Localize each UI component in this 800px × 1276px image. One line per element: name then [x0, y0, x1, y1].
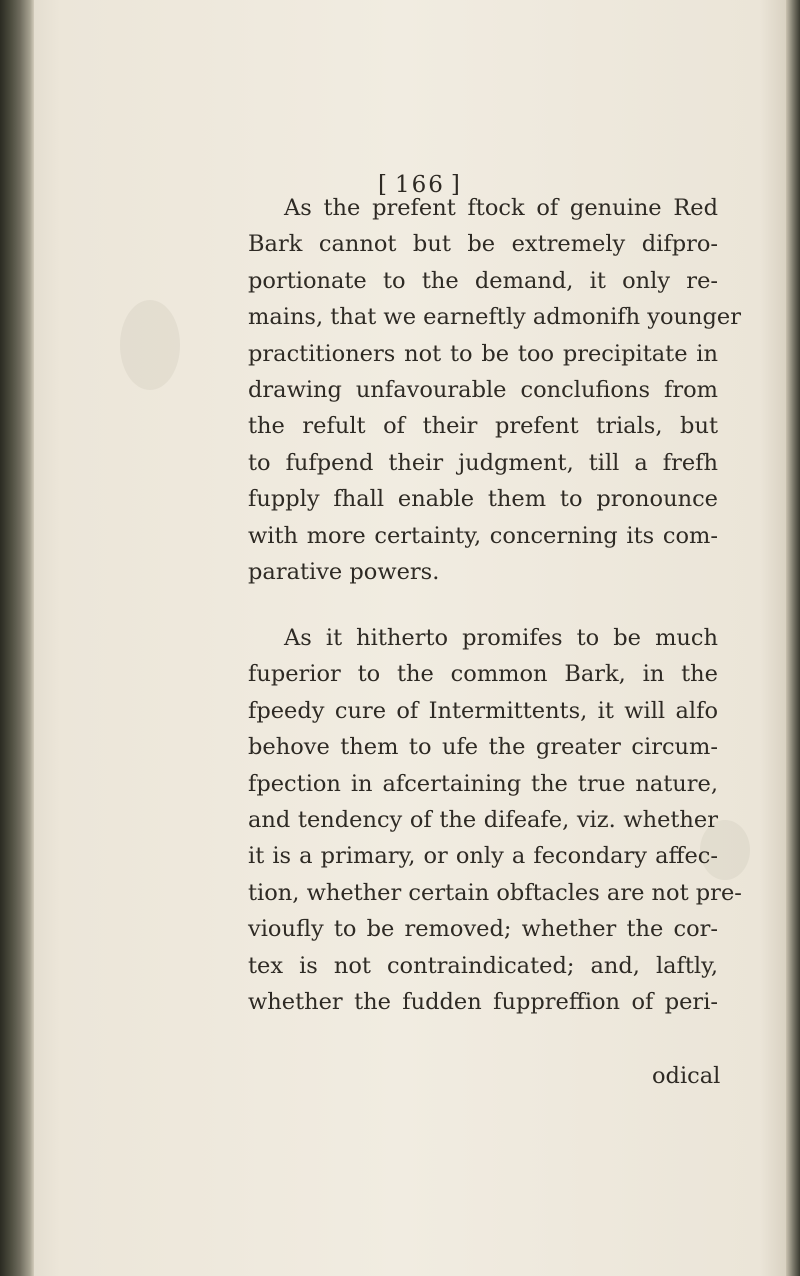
paragraph-2: [248, 620, 742, 1020]
text-line: with more certainty, concerning its com-: [248, 522, 718, 549]
text-line: fuperior to the common Bark, in the: [248, 661, 718, 688]
text-line: portionate to the demand, it only re-: [248, 267, 718, 294]
text-line: Bark cannot but be extremely difpro-: [248, 231, 718, 258]
text-line: tex is not contraindicated; and, laftly,: [248, 952, 718, 979]
header-close-bracket: ]: [450, 172, 462, 198]
text-line: whether the fudden fuppreffion of peri-: [248, 989, 718, 1016]
paper-stain: [120, 300, 180, 390]
text-line: behove them to ufe the greater circum-: [248, 734, 718, 761]
text-line: tion, whether certain obftacles are not pre-: [248, 879, 742, 906]
text-line: it is a primary, or only a fecondary affec-: [248, 843, 718, 870]
text-line: parative powers.: [248, 559, 440, 586]
text-line: fpeedy cure of Intermittents, it will alfo: [248, 697, 718, 724]
text-line: vioufly to be removed; whether the cor-: [248, 916, 718, 943]
text-line: and tendency of the difeafe, viz. whether: [248, 807, 718, 834]
text-line: to fufpend their judgment, till a frefh: [248, 449, 718, 476]
text-line: fupply fhall enable them to pronounce: [248, 486, 718, 513]
text-line: mains, that we earneftly admonifh younger: [248, 304, 741, 331]
text-line: As the prefent ftock of genuine Red: [284, 195, 718, 221]
paragraph-1: [248, 190, 741, 590]
catchword: odical: [652, 1063, 721, 1089]
text-line: fpection in afcertaining the true nature,: [248, 770, 718, 797]
right-page-edge: [786, 0, 800, 1276]
header-open-bracket: [: [378, 172, 389, 198]
page-number: 166: [394, 172, 445, 198]
text-line: practitioners not to be too precipitate in: [248, 340, 718, 367]
left-binding-edge: [0, 0, 34, 1276]
text-line: As it hitherto promifes to be much: [284, 625, 718, 651]
text-line: the refult of their prefent trials, but: [248, 413, 718, 440]
text-line: drawing unfavourable conclufions from: [248, 377, 718, 404]
